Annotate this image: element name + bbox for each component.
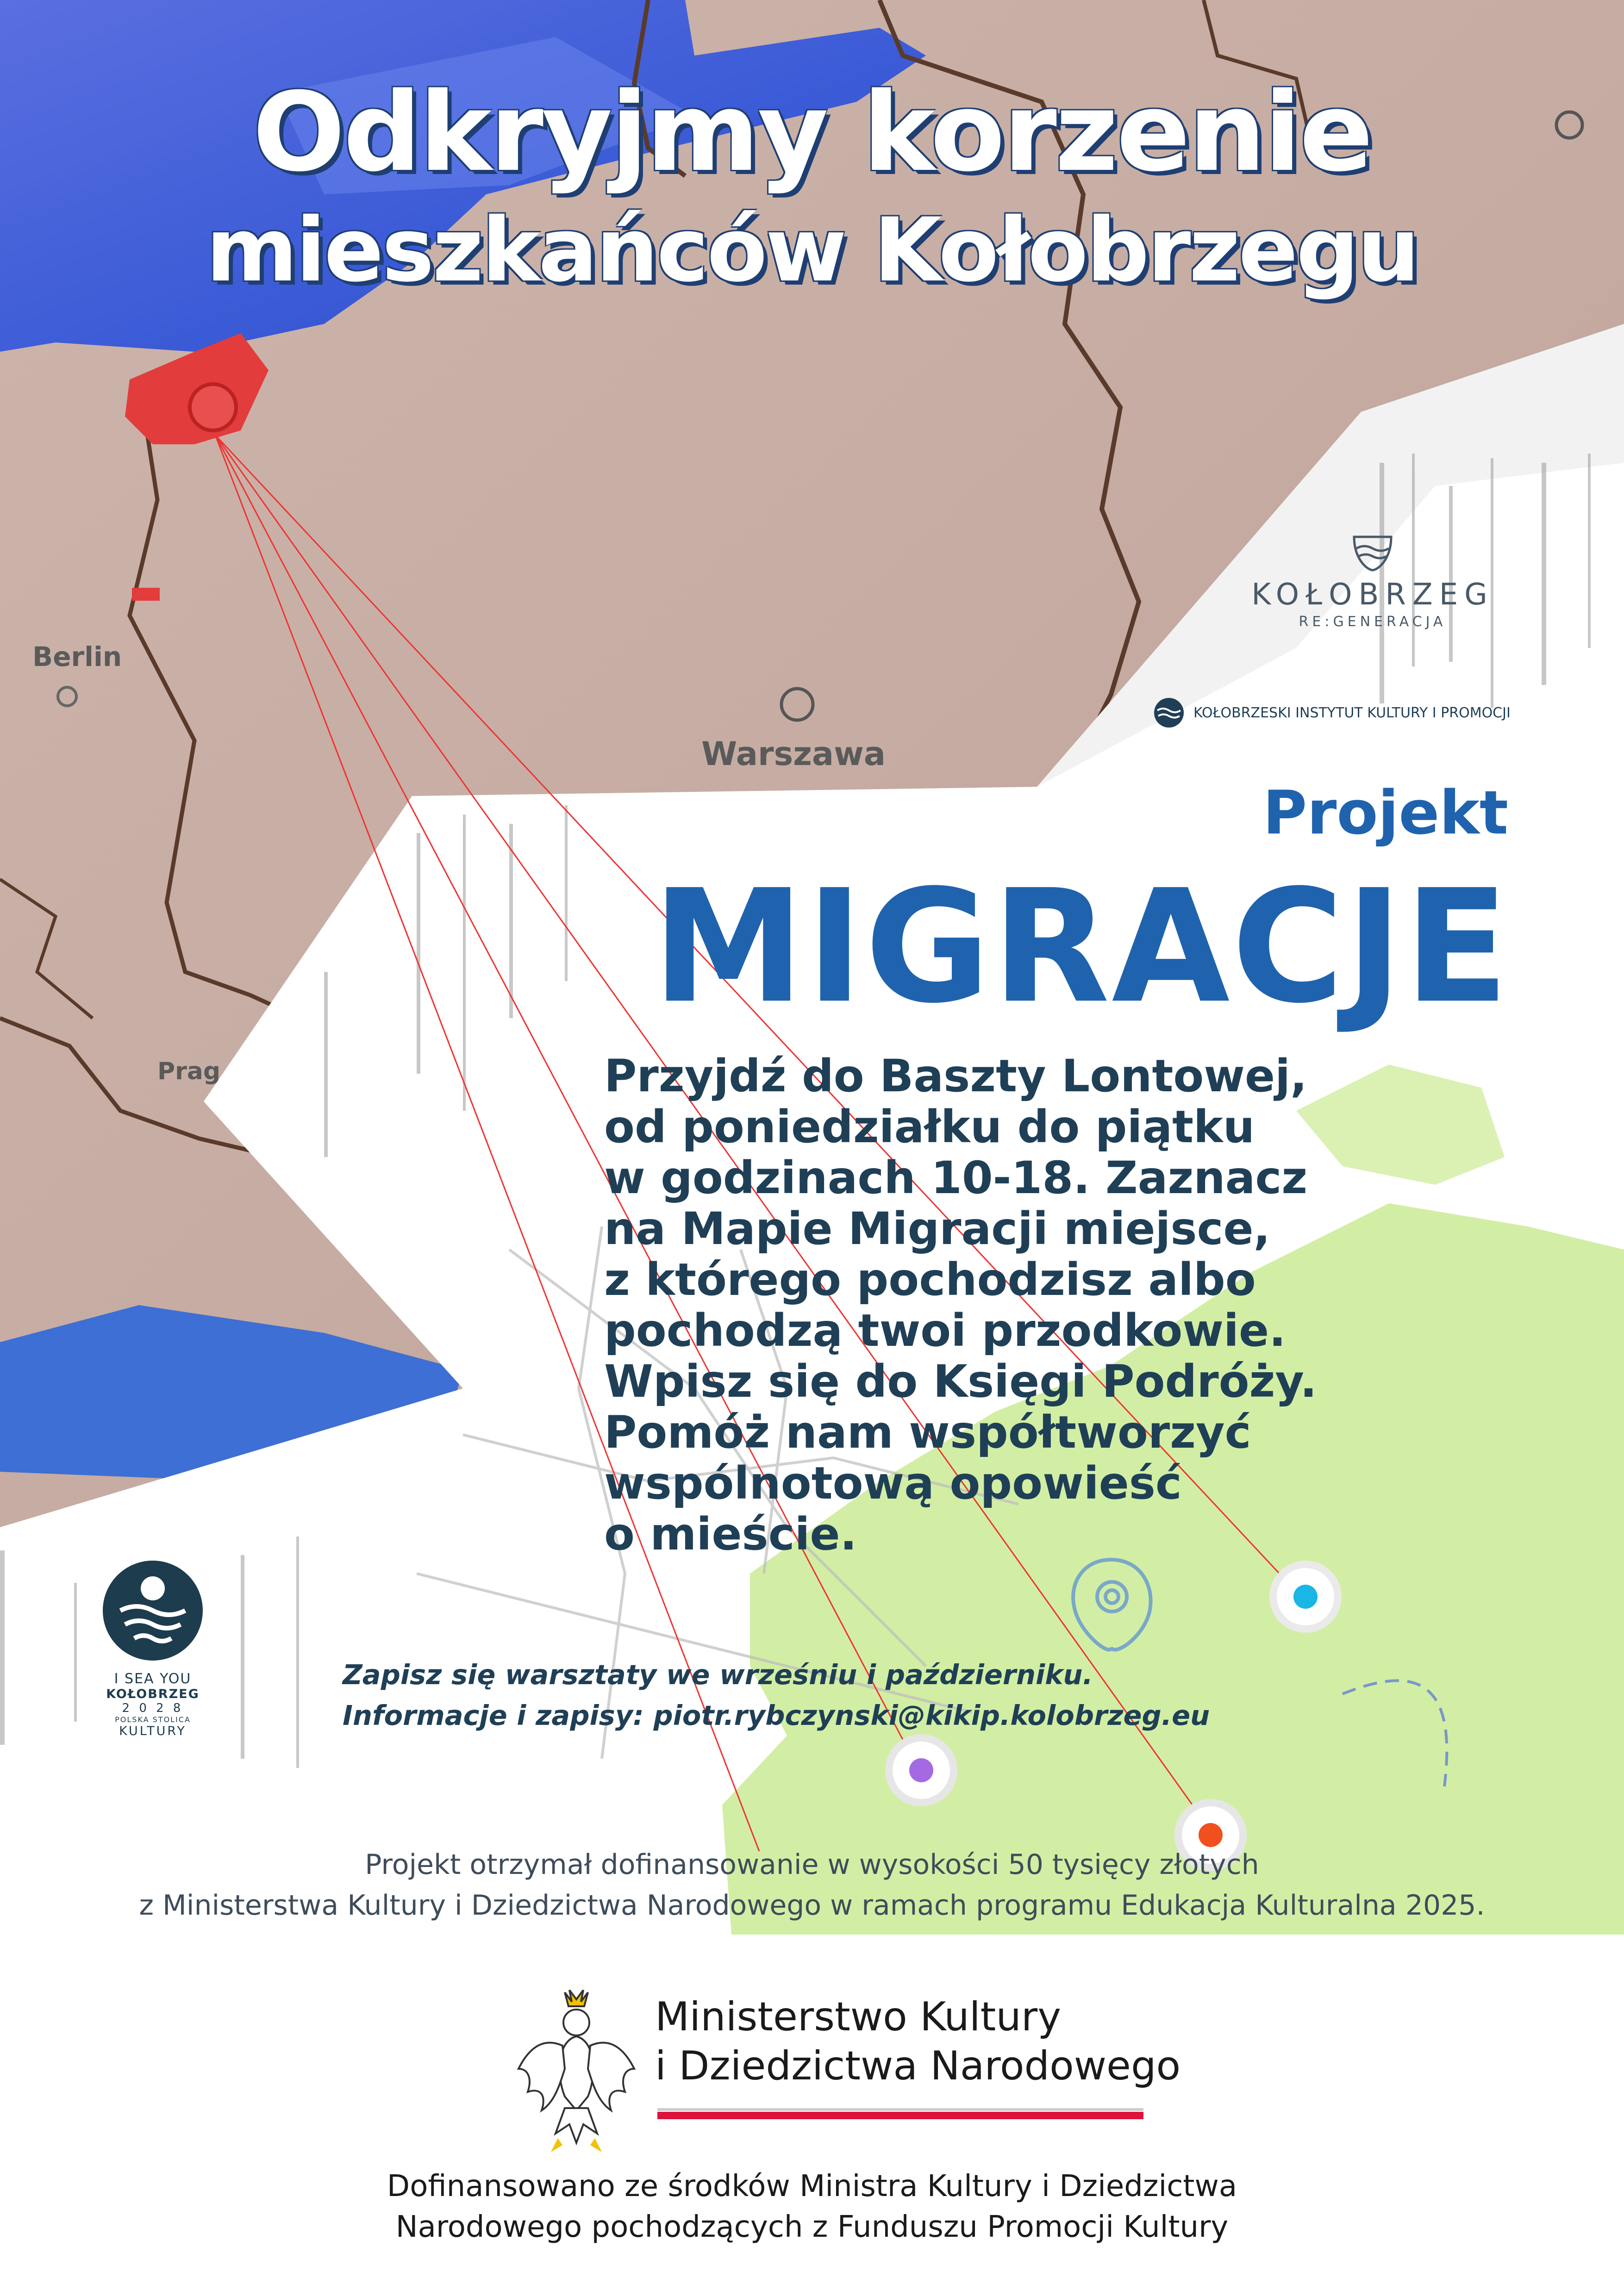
- funding-line-1: Projekt otrzymał dofinansowanie w wysokości 50 tysięcy złotych: [365, 1848, 1259, 1881]
- cofunding-line-2: Narodowego pochodzących z Funduszu Promocji Kultury: [395, 2210, 1229, 2244]
- ministry-name: [655, 1992, 1181, 2091]
- description-line: w godzinach 10-18. Zaznacz: [604, 1152, 1308, 1204]
- description-line: Przyjdź do Baszty Lontowej,: [604, 1050, 1307, 1102]
- description-line: z którego pochodzisz albo: [604, 1254, 1256, 1306]
- headline-line-2: mieszkańców Kołobrzegu: [206, 199, 1418, 301]
- map-label-berlin: Berlin: [32, 641, 122, 672]
- map-label-prag: Prag: [157, 1058, 221, 1085]
- funding-note: [0, 1844, 1624, 1926]
- description-line: o mieście.: [604, 1508, 857, 1560]
- description-line: od poniedziałku do piątku: [604, 1101, 1255, 1153]
- flag-red-stripe: [657, 2112, 1143, 2119]
- isea-line-5: KULTURY: [119, 1724, 187, 1738]
- description-line: na Mapie Migracji miejsce,: [604, 1203, 1271, 1255]
- project-name: MIGRACJE: [652, 856, 1511, 1038]
- isea-you-logo: [97, 1560, 208, 1738]
- funding-line-2: z Ministerstwa Kultury i Dziedzictwa Narodowego w ramach programu Edukacja Kulturalna 2025.: [139, 1889, 1485, 1922]
- project-label: Projekt: [1262, 778, 1508, 848]
- kikip-wave-icon: [1153, 697, 1185, 729]
- cofunding-note: [0, 2166, 1624, 2247]
- description-line: Pomóż nam współtworzyć: [604, 1406, 1251, 1458]
- flag-white-stripe: [657, 2108, 1143, 2111]
- description-line: Wpisz się do Księgi Podróży.: [604, 1356, 1317, 1407]
- isea-line-2: KOŁOBRZEG: [106, 1687, 200, 1701]
- wave-shield-icon: [1347, 532, 1398, 574]
- isea-you-emblem-icon: [102, 1560, 204, 1661]
- kolobrzeg-regeneracja-logo: [1222, 532, 1523, 630]
- ministry-line-2: i Dziedzictwa Narodowego: [655, 2043, 1181, 2089]
- cofunding-line-1: Dofinansowano ze środków Ministra Kultury i Dziedzictwa: [387, 2169, 1237, 2203]
- isea-line-3: 2 0 2 8: [122, 1701, 184, 1715]
- kikip-name: KOŁOBRZESKI INSTYTUT KULTURY I PROMOCJI: [1193, 704, 1511, 721]
- isea-line-4: POLSKA STOLICA: [115, 1715, 191, 1724]
- project-description: [604, 1051, 1437, 1560]
- kolobrzeg-brand-name: KOŁOBRZEG: [1251, 578, 1494, 612]
- pin-purple: [885, 1734, 957, 1806]
- map-label-warszawa: Warszawa: [701, 735, 886, 773]
- description-line: wspólnotową opowieść: [604, 1457, 1182, 1509]
- workshop-info: [343, 1655, 1210, 1736]
- description-line: pochodzą twoi przodkowie.: [604, 1305, 1286, 1356]
- kikip-logo: [1153, 697, 1511, 729]
- workshop-line-1: Zapisz się warsztaty we wrześniu i październiku.: [343, 1659, 1093, 1691]
- workshop-line-2: Informacje i zapisy: piotr.rybczynski@kikip.kolobrzeg.eu: [343, 1699, 1210, 1731]
- polish-eagle-icon: [514, 1985, 639, 2161]
- headline-line-1: Odkryjmy korzenie: [252, 69, 1372, 196]
- isea-line-1: I SEA YOU: [114, 1671, 192, 1687]
- regeneracja-subtitle: RE:GENERACJA: [1299, 614, 1447, 630]
- ministry-line-1: Ministerstwo Kultury: [655, 1994, 1062, 2040]
- pin-cyan: [1269, 1561, 1342, 1633]
